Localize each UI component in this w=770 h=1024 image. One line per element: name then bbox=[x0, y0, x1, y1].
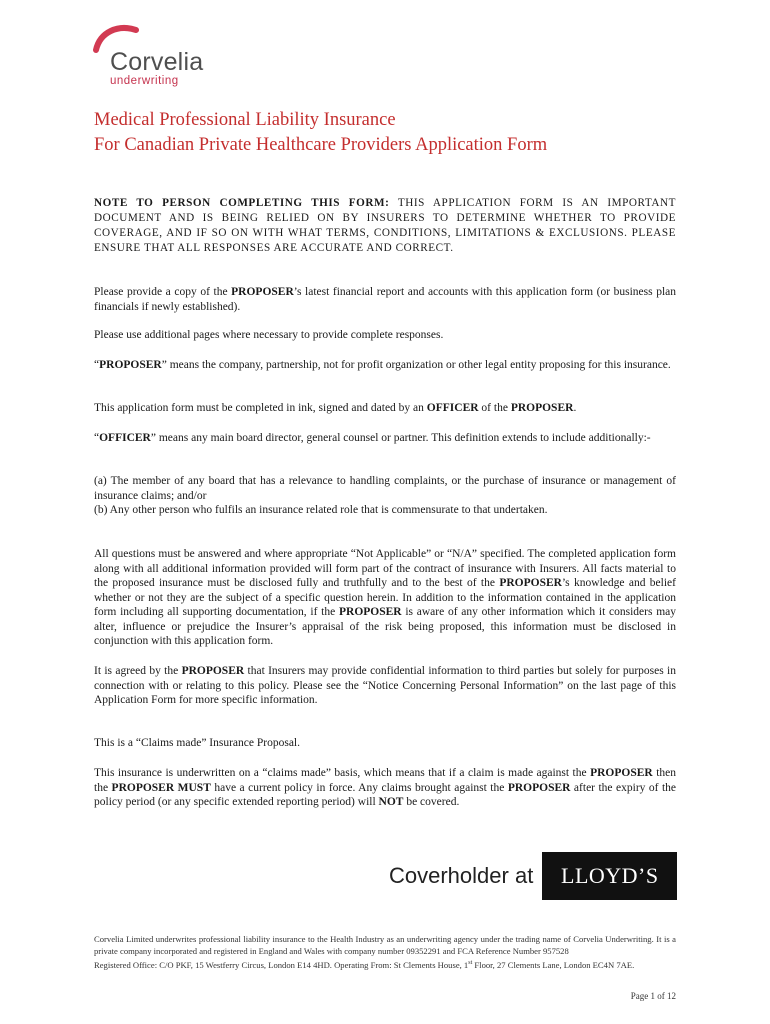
p4-text-a: This application form must be completed in ink, signed and dated by an bbox=[94, 402, 427, 414]
p10-text-e: have a current policy in force. Any claims brought against the bbox=[210, 781, 508, 794]
p7-text-c: ’s knowledge and belief whether or not they are the subject of a specific question herein. In addition to the information contained in the application form including all supporting documentation, if the bbox=[94, 577, 676, 618]
coverholder-text: Coverholder at bbox=[389, 863, 534, 888]
questions-paragraph bbox=[94, 547, 676, 649]
note-lead: NOTE TO PERSON COMPLETING THIS FORM: bbox=[94, 197, 390, 209]
p10-proposer-must: PROPOSER MUST bbox=[111, 781, 211, 794]
footer-address-b: Floor, 27 Clements Lane, London EC4N 7AE. bbox=[472, 959, 635, 970]
p3-proposer: PROPOSER bbox=[99, 359, 162, 371]
p7-text-e: is aware of any other information which it considers may alter, influence or prejudice the Insurer’s appraisal of the risk being proposed, this information must be disclosed in conjunction with this application form. bbox=[94, 606, 676, 647]
p4-officer: OFFICER bbox=[426, 402, 479, 414]
financial-report-paragraph bbox=[94, 285, 676, 314]
claims-made-heading: This is a “Claims made” Insurance Proposal. bbox=[94, 737, 300, 749]
p4-text-c: of the bbox=[478, 402, 511, 414]
additional-pages-paragraph: Please use additional pages where necessary to provide complete responses. bbox=[94, 329, 444, 341]
footer-address-a: Registered Office: C/O PKF, 15 Westferry Circus, London E14 4HD. Operating From: St Clements House, 1 bbox=[94, 959, 469, 970]
p3-text: ” means the company, partnership, not for profit organization or other legal entity proposing for this insurance. bbox=[161, 359, 671, 371]
p1-text-a: Please provide a copy of the bbox=[94, 286, 232, 298]
page-number: Page 1 of 12 bbox=[630, 991, 676, 1001]
footer-company-info: Corvelia Limited underwrites professional liability insurance to the Health Industry as an underwriting agency under the trading name of Corvelia Underwriting. It is a private company incorporated and registered in England and Wales with company number 09352291 and FCA Reference Number 957528 bbox=[94, 934, 676, 956]
title-line-1: Medical Professional Liability Insurance bbox=[94, 110, 396, 130]
lloyds-logo: LLOYD’S bbox=[542, 852, 677, 900]
p1-text-c: ’s latest financial report and accounts with this application form (or business plan financials if newly established). bbox=[94, 286, 676, 313]
lloyds-coverholder-badge bbox=[389, 852, 677, 900]
footer-address bbox=[94, 957, 676, 971]
p10-text-a: This insurance is underwritten on a “claims made” basis, which means that if a claim is made against the bbox=[94, 767, 591, 779]
form-title bbox=[94, 108, 547, 158]
p4-proposer: PROPOSER bbox=[510, 402, 574, 414]
proposer-definition bbox=[94, 358, 676, 373]
corvelia-logo bbox=[92, 20, 232, 90]
p7-proposer-1: PROPOSER bbox=[499, 577, 562, 589]
p10-text-g: after the expiry of the policy period (or any specific extended reporting period) will bbox=[94, 781, 676, 808]
p1-proposer: PROPOSER bbox=[231, 286, 294, 298]
p10-text-i: be covered. bbox=[403, 796, 460, 808]
p10-not: NOT bbox=[378, 796, 404, 808]
officer-list bbox=[94, 474, 676, 518]
note-text: THIS APPLICATION FORM IS AN IMPORTANT DOCUMENT AND IS BEING RELIED ON BY INSURERS TO DETERMINE WHETHER TO PROVIDE COVERAGE, AND IF SO ON WITH WHAT TERMS, CONDITIONS, LIMITATIONS & EXCLUSIONS. PLEASE ENSURE THAT ALL RESPONSES ARE ACCURATE AND CORRECT. bbox=[94, 197, 676, 254]
p7-text-a: All questions must be answered and where appropriate “Not Applicable” or “N/A” specified. The completed application form along with all additional information provided will form part of the contract of insurance with Insurers. All facts material to the proposed insurance must be disclosed fully and truthfully and to the best of the bbox=[94, 548, 676, 589]
logo-subtitle: underwriting bbox=[110, 75, 179, 87]
logo-name: Corvelia bbox=[110, 48, 204, 76]
p5-open-quote: “ bbox=[94, 432, 100, 444]
p8-text-a: It is agreed by the bbox=[94, 665, 182, 677]
p10-text-c: then the bbox=[94, 767, 676, 794]
p10-proposer-1: PROPOSER bbox=[590, 767, 653, 779]
officer-list-item-a: (a) The member of any board that has a relevance to handling complaints, or the purchase of insurance or management of insurance claims; and/or bbox=[94, 475, 676, 502]
ink-paragraph bbox=[94, 401, 676, 416]
claims-made-paragraph bbox=[94, 766, 676, 810]
officer-definition bbox=[94, 431, 676, 446]
title-line-2: For Canadian Private Healthcare Providers Application Form bbox=[94, 135, 548, 155]
company-footer bbox=[94, 933, 676, 971]
p8-proposer: PROPOSER bbox=[181, 665, 245, 677]
p7-proposer-2: PROPOSER bbox=[338, 606, 402, 618]
p4-period: . bbox=[573, 402, 577, 414]
footer-address-sup: st bbox=[468, 960, 473, 966]
p10-proposer-2: PROPOSER bbox=[507, 781, 571, 794]
officer-list-item-b: (b) Any other person who fulfils an insurance related role that is commensurate to that undertaken. bbox=[94, 504, 548, 516]
note-paragraph bbox=[94, 196, 676, 256]
confidential-info-paragraph bbox=[94, 664, 676, 708]
p8-text-c: that Insurers may provide confidential information to third parties but solely for purposes in connection with or relating to this policy. Please see the “Notice Concerning Personal Information” on the last page of this Application Form for more specific information. bbox=[94, 665, 677, 706]
p5-text: ” means any main board director, general counsel or partner. This definition extends to include additionally:- bbox=[150, 432, 651, 444]
p3-open-quote: “ bbox=[94, 359, 100, 371]
p5-officer: OFFICER bbox=[99, 432, 151, 444]
